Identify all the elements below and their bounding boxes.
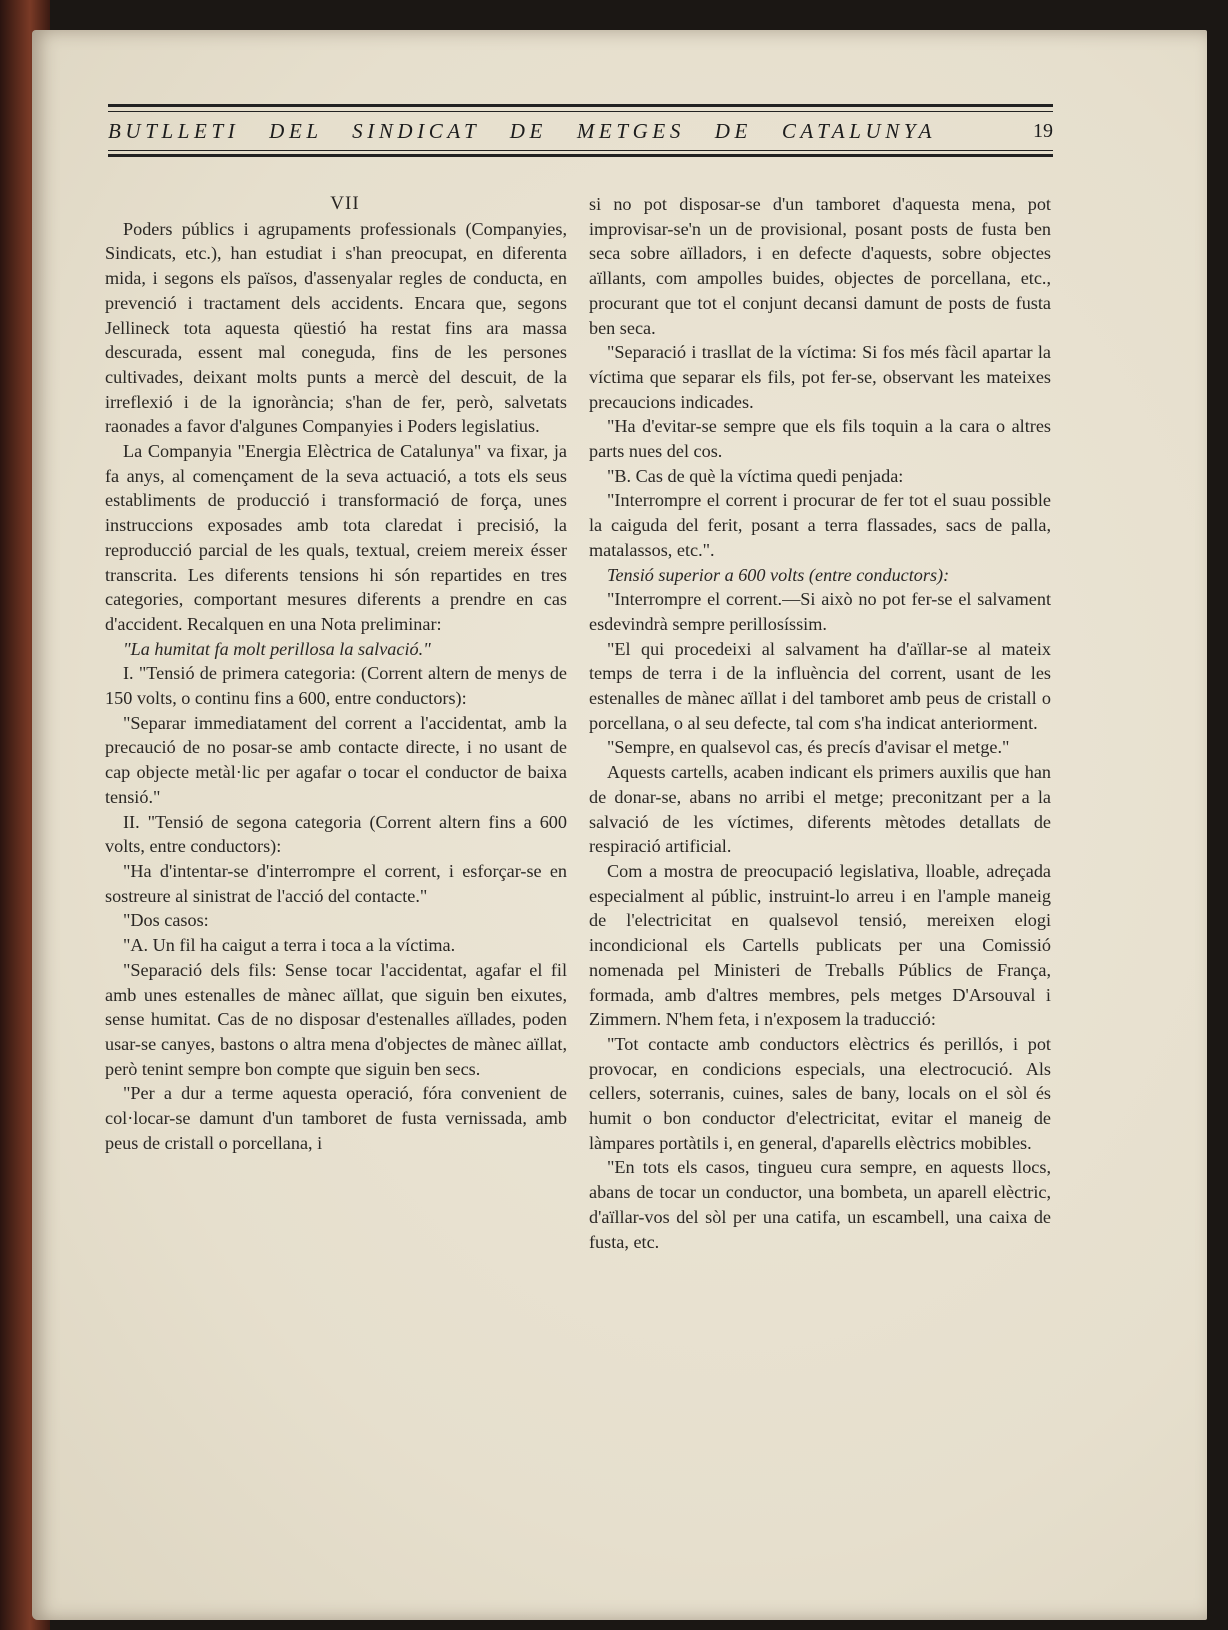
paragraph: Poders públics i agrupaments professionals (Companyies, Sindicats, etc.), han estudiat i s'han preocupat, en diferenta mida, i segons els països, d'assenyalar regles de conducta, en prevenció i tractament dels accidents. Encara que, segons Jellineck tota aquesta qüestió ha restat fins ara massa descurada, essent mal coneguda, fins de les persones cultivades, deixant molts punts a mercè del descuit, de la irreflexió i de la ignorància; s'han de fer, però, salvetats raonades a favor d'algunes Companyies i Poders legislatius. — [105, 218, 567, 437]
header-rule — [108, 111, 1053, 112]
paragraph: I. "Tensió de primera categoria: (Corrent altern de menys de 150 volts, o continu fins a 600, entre conductors): — [105, 663, 567, 709]
running-header — [108, 104, 1053, 160]
paragraph: "Separació i trasllat de la víctima: Si fos més fàcil apartar la víctima que separar els fils, pot fer-se, observant les mateixes precaucions indicades. — [589, 342, 1051, 412]
header-rule — [108, 154, 1053, 157]
paragraph: Tensió superior a 600 volts (entre conductors): — [607, 564, 950, 585]
paragraph: "Separació dels fils: Sense tocar l'accidentat, agafar el fil amb unes estenalles de mànec aïllat, que siguin ben eixutes, sense humitat. Cas de no disposar d'estenalles aïllades, poden usar-se canyes, bastons o altra mena d'objectes de mànec aïllat, però tenint sempre bon compte que siguin ben secs. — [105, 959, 567, 1079]
paragraph: "Dos casos: — [123, 910, 209, 931]
header-rule — [108, 150, 1053, 151]
journal-title: BUTLLETI DEL SINDICAT DE METGES DE CATALUNYA — [108, 118, 937, 143]
paragraph: Com a mostra de preocupació legislativa, lloable, adreçada especialment al públic, instruint-lo arreu i en l'ample maneig de l'electricitat en qualsevol tensió, mereixen elogi incondicional els Cartells publicats per una Comissió nomenada pel Ministeri de Treballs Públics de França, formada, amb d'altres membres, pels metges D'Arsouval i Zimmern. N'hem feta, i n'exposem la traducció: — [589, 860, 1051, 1030]
paragraph: "La humitat fa molt perillosa la salvació." — [123, 638, 431, 659]
paragraph: "Per a dur a terme aquesta operació, fóra convenient de col·locar-se damunt d'un tamboret de fusta vernissada, amb peus de cristall o porcellana, i — [105, 1083, 567, 1153]
paragraph: Aquests cartells, acaben indicant els primers auxilis que han de donar-se, abans no arribi el metge; preconitzant per a la salvació de les víctimes, diferents mètodes detallats de respiració artificial. — [589, 762, 1051, 857]
paragraph: si no pot disposar-se d'un tamboret d'aquesta mena, pot improvisar-se'n un de provisional, posant posts de fusta ben seca sobre aïlladors, i en defecte d'aquests, sobre objectes aïllants, com ampolles buides, objectes de porcellana, etc., procurant que tot el conjunt decansi damunt de posts de fusta ben seca. — [589, 194, 1051, 338]
section-heading: VII — [330, 193, 360, 214]
paragraph: "Tot contacte amb conductors elèctrics és perillós, i pot provocar, en condicions especials, una electrocució. Als cellers, soterranis, cuines, sales de bany, locals on el sòl és humit o bon conductor d'electricitat, evitar el maneig de làmpares portàtils i, en general, d'aparells elèctrics mobibles. — [589, 1033, 1051, 1153]
left-column — [105, 192, 567, 1155]
paragraph: "A. Un fil ha caigut a terra i toca a la víctima. — [123, 935, 456, 956]
paragraph: "Separar immediatament del corrent a l'accidentat, amb la precaució de no posar-se amb contacte directe, i no usant de cap objecte metàl·lic per agafar o tocar el conductor de baixa tensió." — [105, 712, 567, 807]
paragraph: "Ha d'evitar-se sempre que els fils toquin a la cara o altres parts nues del cos. — [589, 416, 1051, 462]
paragraph: II. "Tensió de segona categoria (Corrent altern fins a 600 volts, entre conductors): — [105, 811, 567, 857]
paragraph: "Interrompre el corrent i procurar de fer tot el suau possible la caiguda del ferit, posant a terra flassades, sacs de palla, matalassos, etc.". — [589, 490, 1051, 560]
paragraph: "El qui procedeixi al salvament ha d'aïllar-se al mateix temps de terra i de la influència del corrent, usant de les estenalles de mànec aïllat i del tamboret amb peus de cristall o porcellana, o al seu defecte, tal com s'ha indicat anteriorment. — [589, 638, 1051, 733]
paragraph: "B. Cas de què la víctima quedi penjada: — [607, 465, 904, 486]
paragraph: "Sempre, en qualsevol cas, és precís d'avisar el metge." — [607, 737, 1010, 758]
header-rule — [108, 104, 1053, 107]
paragraph: "Interrompre el corrent.—Si això no pot fer-se el salvament esdevindrà sempre perillosíssim. — [589, 589, 1051, 634]
right-column — [589, 192, 1051, 1254]
paragraph: La Companyia "Energia Elèctrica de Catalunya" va fixar, ja fa anys, al començament de la seva actuació, a tots els seus establiments de producció i transformació de força, unes instruccions exposades amb tota claredat i precisió, la reproducció parcial de les quals, textual, creiem mereix ésser transcrita. Les diferents tensions hi són repartides en tres categories, comportant mesures diferents a prendre en cas d'accident. Recalquen en una Nota preliminar: — [105, 441, 567, 634]
paragraph: "En tots els casos, tingueu cura sempre, en aquests llocs, abans de tocar un conductor, una bombeta, un aparell elèctric, d'aïllar-vos del sòl per una catifa, un escambell, una caixa de fusta, etc. — [589, 1157, 1051, 1252]
page-number: 19 — [1033, 120, 1053, 142]
paragraph: "Ha d'intentar-se d'interrompre el corrent, i esforçar-se en sostreure al sinistrat de l'acció del contacte." — [105, 860, 567, 906]
